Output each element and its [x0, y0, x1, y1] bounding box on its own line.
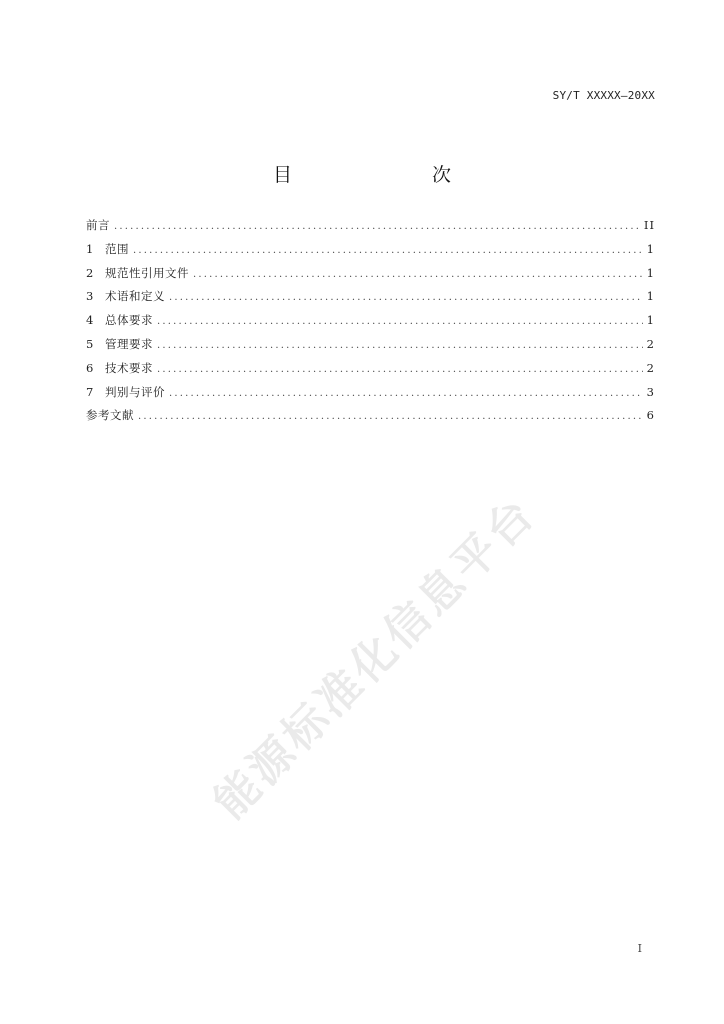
toc-entry-page: 2 — [646, 360, 655, 375]
toc-leader-dots — [157, 361, 643, 379]
page-number: I — [637, 942, 642, 955]
toc-entry-page: 1 — [646, 241, 655, 256]
watermark: 能源标准化信息平台 — [204, 487, 546, 829]
toc-entry-evaluation[interactable] — [86, 383, 655, 407]
toc-leader-dots — [157, 313, 643, 331]
toc-entry-bibliography[interactable] — [86, 406, 655, 430]
toc-entry-technical-requirements[interactable] — [86, 359, 655, 383]
toc-entry-page: II — [643, 218, 655, 232]
toc-entry-text: 判别与评价 — [105, 384, 165, 399]
toc-entry-foreword[interactable] — [86, 216, 655, 240]
toc-entry-number: 4 — [86, 313, 94, 328]
toc-leader-dots — [157, 337, 643, 355]
toc-entry-page: 3 — [646, 384, 655, 399]
toc-leader-dots — [138, 408, 643, 426]
toc-entry-normative-references[interactable] — [86, 264, 655, 288]
toc-entry-number: 3 — [86, 289, 94, 304]
toc-entry-text: 术语和定义 — [105, 289, 165, 304]
toc-entry-text: 前言 — [86, 218, 110, 232]
toc-title: 目 次 — [272, 164, 485, 186]
toc-entry-text: 规范性引用文件 — [105, 265, 189, 280]
toc-entry-terms-definitions[interactable] — [86, 287, 655, 311]
toc-entry-text: 总体要求 — [105, 313, 153, 328]
table-of-contents — [86, 216, 655, 430]
toc-entry-scope[interactable] — [86, 240, 655, 264]
toc-entry-general-requirements[interactable] — [86, 311, 655, 335]
toc-entry-management-requirements[interactable] — [86, 335, 655, 359]
toc-entry-page: 6 — [646, 408, 655, 423]
toc-entry-page: 1 — [646, 313, 655, 328]
toc-entry-text: 范围 — [105, 241, 129, 256]
toc-entry-page: 2 — [646, 336, 655, 351]
toc-leader-dots — [169, 385, 643, 403]
toc-entry-page: 1 — [646, 289, 655, 304]
toc-leader-dots — [133, 242, 643, 260]
toc-entry-number: 1 — [86, 241, 94, 256]
toc-entry-number: 7 — [86, 384, 94, 399]
toc-entry-text: 参考文献 — [86, 408, 134, 423]
toc-leader-dots — [114, 218, 640, 236]
toc-entry-text: 管理要求 — [105, 336, 153, 351]
toc-leader-dots — [193, 266, 643, 284]
toc-entry-number: 6 — [86, 360, 94, 375]
toc-entry-page: 1 — [646, 265, 655, 280]
toc-leader-dots — [169, 289, 643, 307]
toc-entry-number: 5 — [86, 336, 94, 351]
toc-entry-number: 2 — [86, 265, 94, 280]
toc-entry-text: 技术要求 — [105, 360, 153, 375]
document-code: SY/T XXXXX—20XX — [552, 89, 655, 102]
